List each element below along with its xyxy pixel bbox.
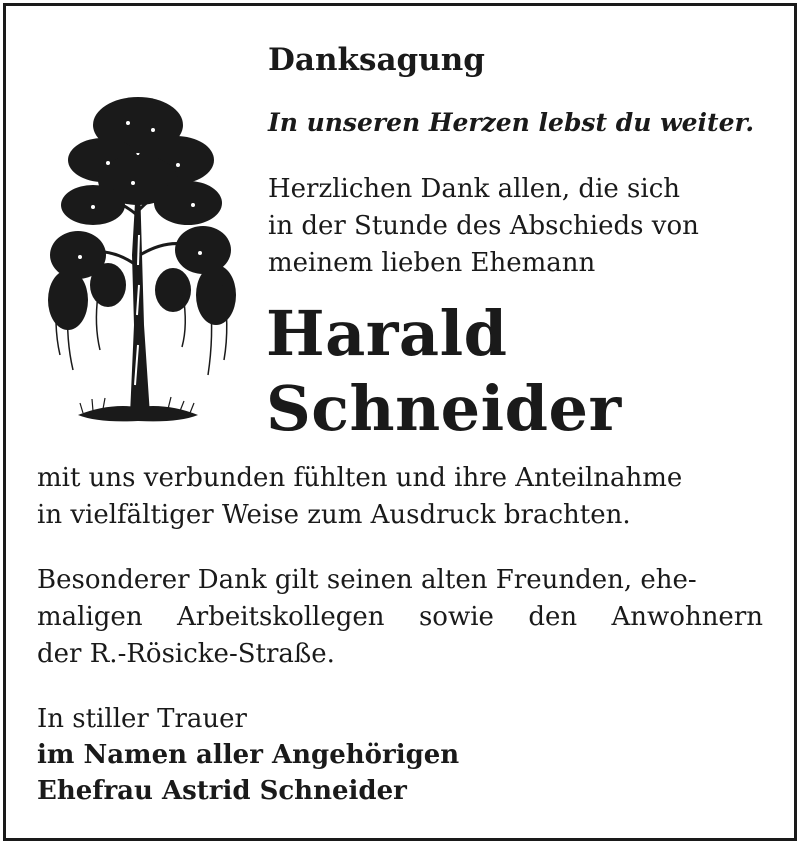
paragraph-line: der R.-Rösicke-Straße. <box>37 639 335 669</box>
birch-tree-icon <box>38 85 238 435</box>
closing-line-widow: Ehefrau Astrid Schneider <box>37 776 407 806</box>
special-thanks-paragraph <box>37 562 763 673</box>
first-name: Harald <box>266 297 508 370</box>
intro-text <box>268 171 768 282</box>
paragraph-line: in vielfältiger Weise zum Ausdruck brachten. <box>37 500 631 530</box>
intro-line: Herzlichen Dank allen, die sich <box>268 174 681 204</box>
notice-motto: In unseren Herzen lebst du weiter. <box>268 108 755 137</box>
last-name: Schneider <box>266 372 622 445</box>
deceased-name <box>266 296 622 446</box>
paragraph-line: Besonderer Dank gilt seinen alten Freunden, ehe- <box>37 565 697 595</box>
intro-line: meinem lieben Ehemann <box>268 248 596 278</box>
closing-line-relatives: im Namen aller Angehörigen <box>37 740 460 770</box>
thanks-paragraph <box>37 460 763 534</box>
paragraph-line: mit uns verbunden fühlten und ihre Anteilnahme <box>37 463 683 493</box>
intro-line: in der Stunde des Abschieds von <box>268 211 699 241</box>
closing-line: In stiller Trauer <box>37 704 247 734</box>
closing-signature <box>37 701 459 809</box>
paragraph-line: maligen Arbeitskollegen sowie den Anwohnern <box>37 602 763 632</box>
notice-heading: Danksagung <box>268 42 485 78</box>
